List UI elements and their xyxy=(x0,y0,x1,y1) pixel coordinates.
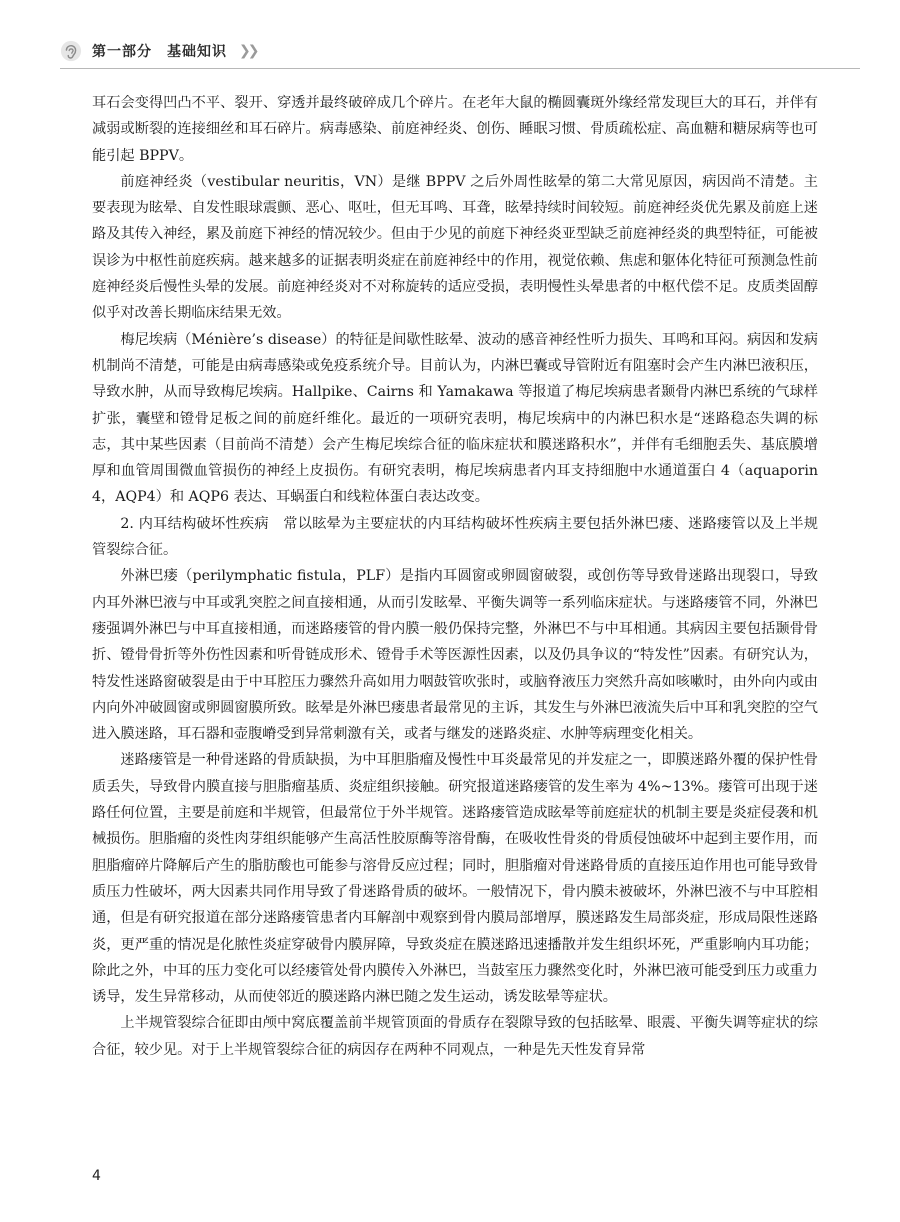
body-text xyxy=(92,90,818,1063)
section-title: 第一部分 基础知识 xyxy=(92,44,227,60)
paragraph: 迷路瘘管是一种骨迷路的骨质缺损，为中耳胆脂瘤及慢性中耳炎最常见的并发症之一，即膜迷路外覆的保护性骨质丢失，导致骨内膜直接与胆脂瘤基质、炎症组织接触。研究报道迷路瘘管的发生率为 4%~13%。瘘管可出现于迷路任何位置，主要是前庭和半规管，但最常位于外半规管。迷路瘘管造成眩晕等前庭症状的机制主要是炎症侵袭和机械损伤。胆脂瘤的炎性肉芽组织能够产生高活性胶原酶等溶骨酶，在吸收性骨炎的骨质侵蚀破坏中起到主要作用，而胆脂瘤碎片降解后产生的脂肪酸也可能参与溶骨反应过程；同时，胆脂瘤对骨迷路骨质的直接压迫作用也可能导致骨质压力性破坏，两大因素共同作用导致了骨迷路骨质的破坏。一般情况下，骨内膜未被破坏，外淋巴液不与中耳腔相通，但是有研究报道在部分迷路瘘管患者内耳解剖中观察到骨内膜局部增厚，膜迷路发生局部炎症，形成局限性迷路炎，更严重的情况是化脓性炎症穿破骨内膜屏障，导致炎症在膜迷路迅速播散并发生组织坏死，严重影响内耳功能；除此之外，中耳的压力变化可以经瘘管处骨内膜传入外淋巴，当鼓室压力骤然变化时，外淋巴液可能受到压力或重力诱导，发生异常移动，从而使邻近的膜迷路内淋巴随之发生运动，诱发眩晕等症状。 xyxy=(92,752,818,1006)
paragraph: 外淋巴瘘（perilymphatic fistula，PLF）是指内耳圆窗或卵圆窗破裂，或创伤等导致骨迷路出现裂口，导致内耳外淋巴液与中耳或乳突腔之间直接相通，从而引发眩晕、平衡失调等一系列临床症状。与迷路瘘管不同，外淋巴瘘强调外淋巴与中耳直接相通，而迷路瘘管的骨内膜一般仍保持完整，外淋巴不与中耳相通。其病因主要包括颞骨骨折、镫骨骨折等外伤性因素和听骨链成形术、镫骨手术等医源性因素，以及仍具争议的“特发性”因素。有研究认为，特发性迷路窗破裂是由于中耳腔压力骤然升高如用力咽鼓管吹张时，或脑脊液压力突然升高如咳嗽时，由外向内或由内向外冲破圆窗或卵圆窗膜所致。眩晕是外淋巴瘘患者最常见的主诉，其发生与外淋巴液流失后中耳和乳突腔的空气进入膜迷路，耳石器和壶腹嵴受到异常刺激有关，或者与继发的迷路炎症、水肿等病理变化相关。 xyxy=(92,568,818,743)
running-header xyxy=(60,34,860,69)
chevron-right-icon: ❯❯ xyxy=(239,43,257,59)
paragraph: 梅尼埃病（Ménière’s disease）的特征是间歇性眩晕、波动的感音神经性听力损失、耳鸣和耳闷。病因和发病机制尚不清楚，可能是由病毒感染或免疫系统介导。目前认为，内淋巴囊或导管附近有阻塞时会产生内淋巴液积压，导致水肿，从而导致梅尼埃病。Hallpike、Cairns 和 Yamakawa 等报道了梅尼埃病患者颞骨内淋巴系统的气球样扩张，囊壁和镫骨足板之间的前庭纤维化。最近的一项研究表明，梅尼埃病中的内淋巴积水是“迷路稳态失调的标志，其中某些因素（目前尚不清楚）会产生梅尼埃综合征的临床症状和膜迷路积水”，并伴有毛细胞丢失、基底膜增厚和血管周围微血管损伤的神经上皮损伤。有研究表明，梅尼埃病患者内耳支持细胞中水通道蛋白 4（aquaporin 4，AQP4）和 AQP6 表达、耳蜗蛋白和线粒体蛋白表达改变。 xyxy=(92,331,818,506)
paragraph: 2. 内耳结构破坏性疾病 常以眩晕为主要症状的内耳结构破坏性疾病主要包括外淋巴瘘、迷路瘘管以及上半规管裂综合征。 xyxy=(92,515,818,559)
paragraph: 上半规管裂综合征即由颅中窝底覆盖前半规管顶面的骨质存在裂隙导致的包括眩晕、眼震、平衡失调等症状的综合征，较少见。对于上半规管裂综合征的病因存在两种不同观点，一种是先天性发育异常 xyxy=(92,1015,818,1058)
page-number: 4 xyxy=(92,1168,101,1184)
ear-icon xyxy=(60,40,82,62)
paragraph: 耳石会变得凹凸不平、裂开、穿透并最终破碎成几个碎片。在老年大鼠的椭圆囊斑外缘经常发现巨大的耳石，并伴有减弱或断裂的连接细丝和耳石碎片。病毒感染、前庭神经炎、创伤、睡眠习惯、骨质疏松症、高血糖和糖尿病等也可能引起 BPPV。 xyxy=(92,95,818,164)
paragraph: 前庭神经炎（vestibular neuritis，VN）是继 BPPV 之后外周性眩晕的第二大常见原因，病因尚不清楚。主要表现为眩晕、自发性眼球震颤、恶心、呕吐，但无耳鸣、耳聋，眩晕持续时间较短。前庭神经炎优先累及前庭上迷路及其传入神经，累及前庭下神经的情况较少。但由于少见的前庭下神经炎亚型缺乏前庭神经炎的典型特征，可能被误诊为中枢性前庭疾病。越来越多的证据表明炎症在前庭神经中的作用，视觉依赖、焦虑和躯体化特征可预测急性前庭神经炎后慢性头晕的发展。前庭神经炎对不对称旋转的适应受损，表明慢性头晕患者的中枢代偿不足。皮质类固醇似乎对改善长期临床结果无效。 xyxy=(92,173,818,322)
